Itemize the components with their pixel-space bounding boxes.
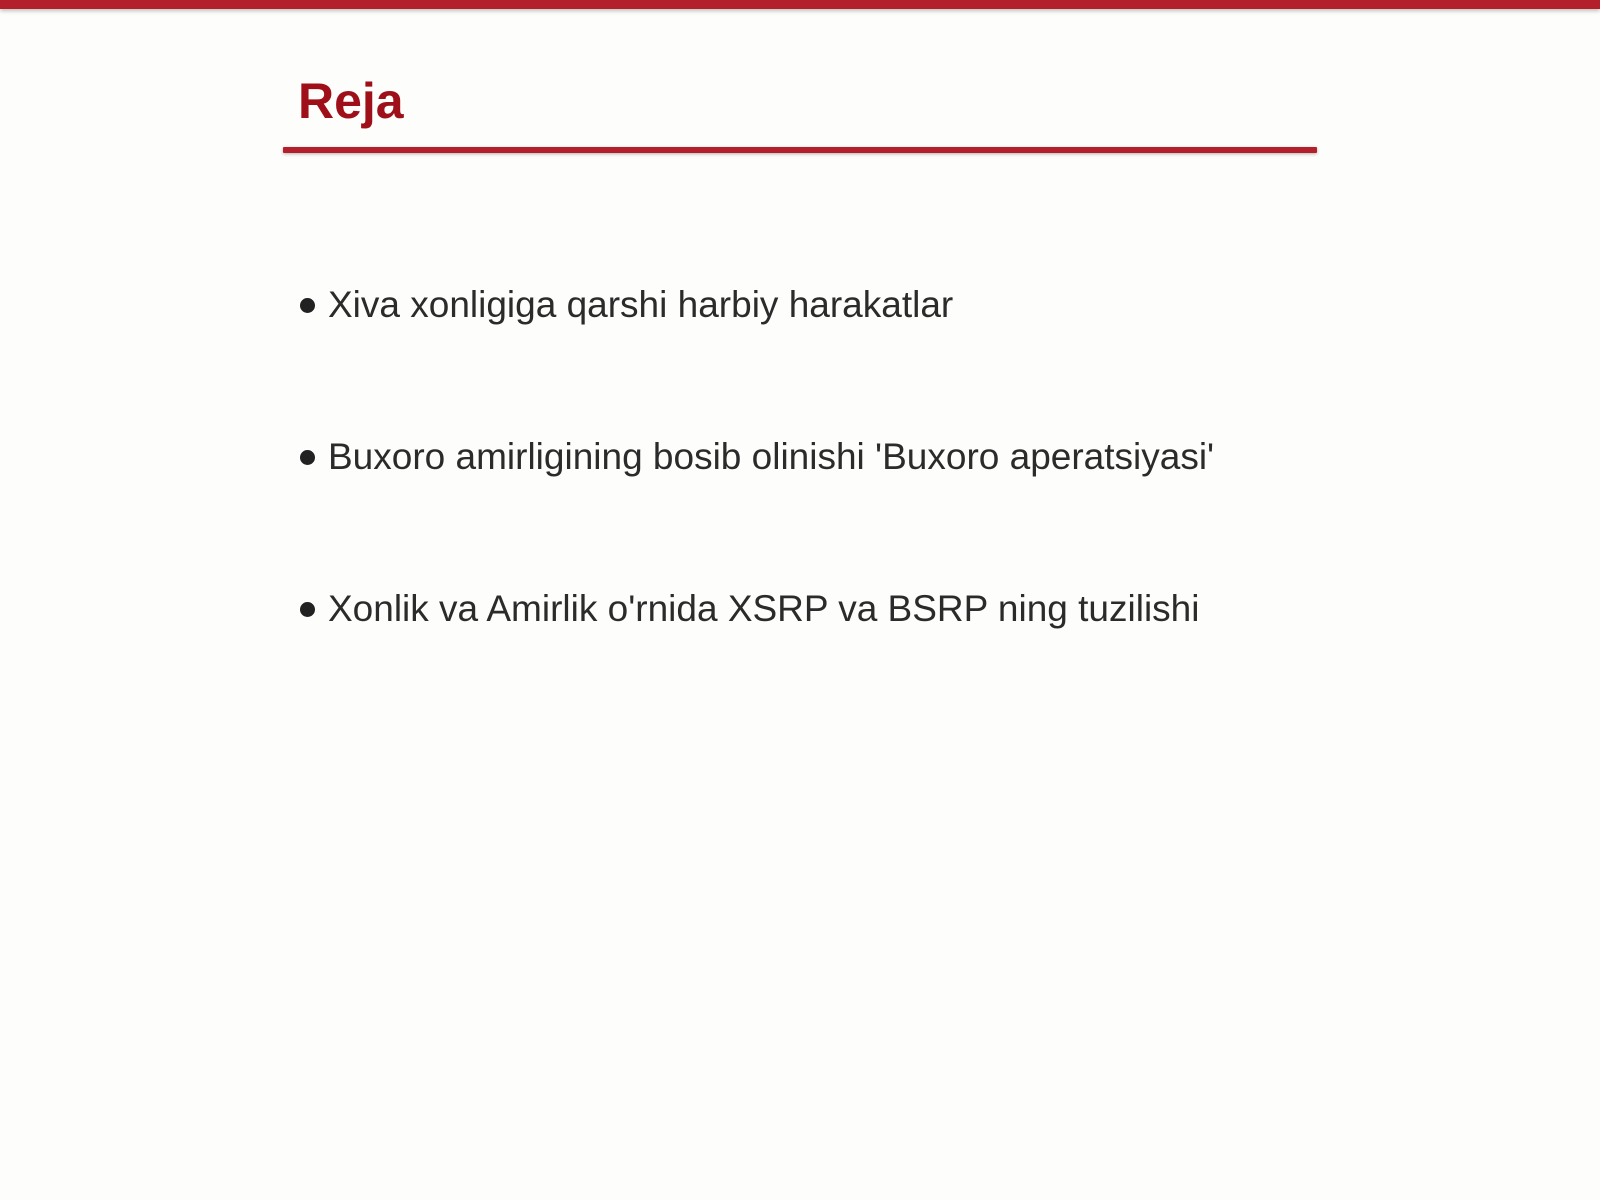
list-item (300, 431, 1214, 483)
title-underline (283, 147, 1317, 153)
list-item (300, 583, 1214, 635)
slide-title: Reja (298, 73, 404, 129)
top-accent-bar (0, 0, 1600, 9)
list-item (300, 279, 1214, 331)
bullet-icon (300, 450, 315, 465)
list-item-text: Xonlik va Amirlik o'rnida XSRP va BSRP ning tuzilishi (328, 588, 1200, 629)
bullet-icon (300, 602, 315, 617)
bullet-icon (300, 298, 315, 313)
list-item-text: Buxoro amirligining bosib olinishi 'Buxoro aperatsiyasi' (328, 436, 1215, 477)
list-item-text: Xiva xonligiga qarshi harbiy harakatlar (328, 284, 954, 325)
bullet-list (300, 279, 1214, 735)
